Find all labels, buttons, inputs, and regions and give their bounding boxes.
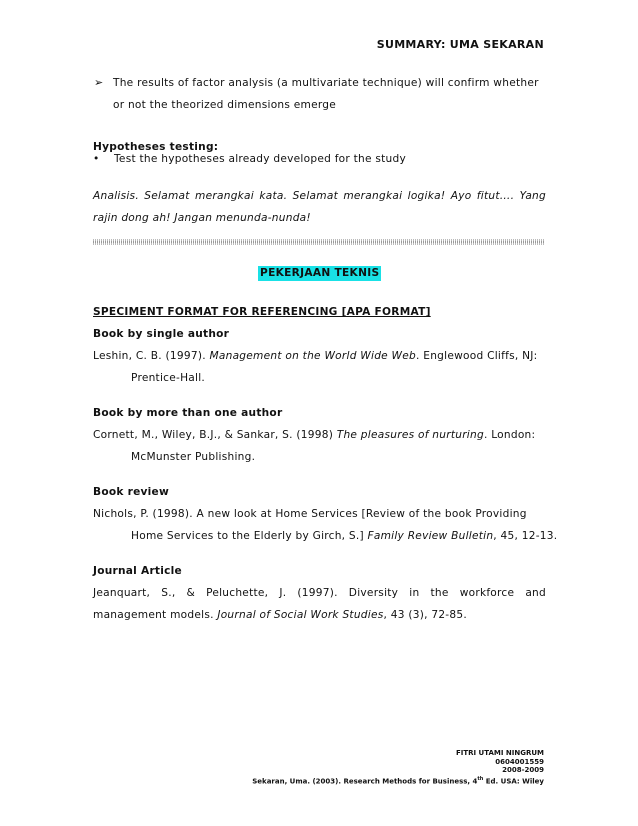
- arrow-bullet-icon: ➢: [94, 76, 104, 89]
- factor-analysis-point: [94, 72, 553, 116]
- ref-pages: , 43 (3), 72-85.: [383, 609, 467, 621]
- multi-author-reference: [93, 424, 548, 446]
- single-author-heading: Book by single author: [93, 328, 230, 340]
- footer-year: 2008-2009: [502, 766, 544, 774]
- factor-line-2: or not the theorized dimensions emerge: [113, 99, 337, 111]
- multi-author-heading: Book by more than one author: [93, 407, 283, 419]
- footer-source-edition: Ed. USA: Wiley: [483, 776, 544, 785]
- referencing-heading: SPECIMENT FORMAT FOR REFERENCING [APA FORMAT]: [93, 306, 431, 318]
- ref-author: Cornett, M., Wiley, B.J., & Sankar, S. (1998): [93, 429, 337, 441]
- ref-title: Family Review Bulletin: [367, 530, 494, 542]
- ref-pages: , 45, 12-13.: [493, 530, 558, 542]
- single-author-cont: Prentice-Hall.: [131, 372, 206, 384]
- ref-author: Jeanquart, S., & Peluchette, J. (1997). Diversity in the workforce and management models.: [93, 587, 546, 621]
- ref-author: Leshin, C. B. (1997).: [93, 350, 210, 362]
- book-review-line-1: Nichols, P. (1998). A new look at Home Services [Review of the book Providing: [93, 508, 527, 520]
- book-review-heading: Book review: [93, 486, 170, 498]
- hypotheses-heading: Hypotheses testing:: [93, 141, 219, 153]
- factor-line-1: The results of factor analysis (a multivariate technique) will confirm whether: [113, 77, 539, 89]
- single-author-reference: [93, 345, 548, 367]
- ref-publisher: . Englewood Cliffs, NJ:: [416, 350, 538, 362]
- footer-source: [252, 775, 544, 786]
- journal-reference: [93, 582, 546, 626]
- footer-name: FITRI UTAMI NINGRUM: [455, 749, 544, 757]
- ref-title: The pleasures of nurturing: [336, 429, 484, 441]
- bullet-dot-icon: •: [93, 153, 100, 165]
- ref-text: Home Services to the Elderly by Girch, S.]: [131, 530, 368, 542]
- hypotheses-item-text: Test the hypotheses already developed for the study: [114, 153, 407, 165]
- hypotheses-item: [93, 148, 553, 170]
- footer-source-text: Sekaran, Uma. (2003). Research Methods for Business, 4: [252, 776, 478, 785]
- analisis-note: Analisis. Selamat merangkai kata. Selamat merangkai logika! Ayo fitut…. Yang rajin dong ah! Jangan menunda-nunda!: [93, 190, 546, 224]
- journal-heading: Journal Article: [93, 565, 182, 577]
- multi-author-cont: McMunster Publishing.: [131, 451, 256, 463]
- page-header-title: SUMMARY: UMA SEKARAN: [376, 38, 544, 51]
- separator-line: [93, 239, 545, 245]
- footer-id: 0604001559: [495, 757, 544, 766]
- page-footer: [252, 749, 544, 785]
- book-review-cont: [93, 525, 586, 547]
- section-title: PEKERJAAN TEKNIS: [260, 267, 380, 279]
- ref-title: Management on the World Wide Web: [209, 350, 417, 362]
- ref-publisher: . London:: [483, 429, 536, 441]
- ref-title: Journal of Social Work Studies: [217, 609, 384, 621]
- footer-source-sup: th: [477, 775, 484, 782]
